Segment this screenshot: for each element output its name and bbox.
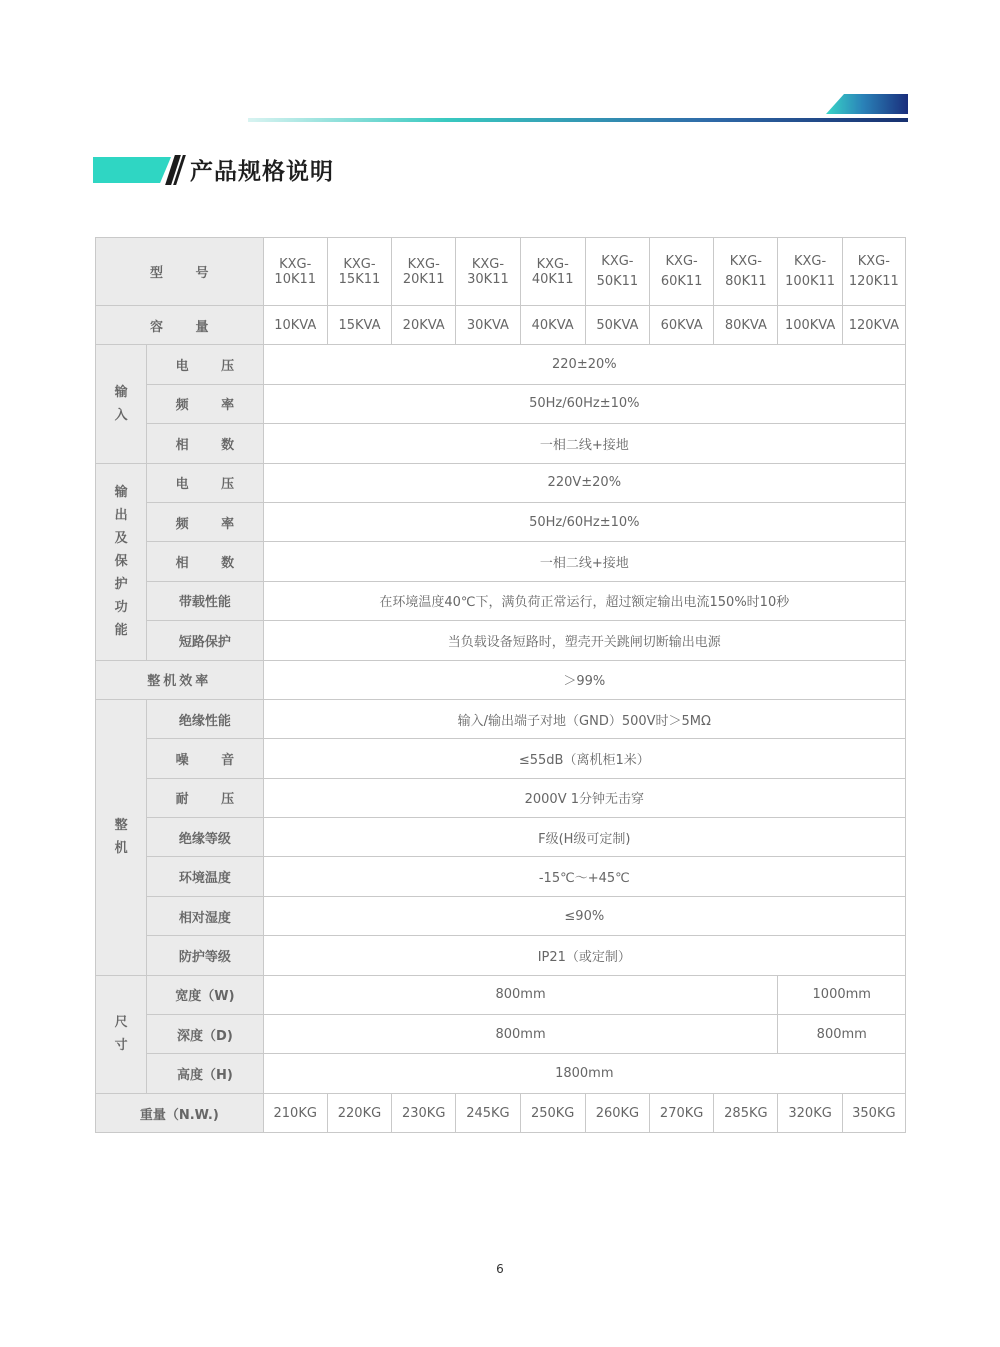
input-phase-row	[96, 424, 906, 463]
title-accent-bar	[93, 157, 171, 183]
output-phase-label: 相 数	[147, 542, 263, 581]
weight-cell: 285KG	[714, 1093, 778, 1132]
output-group-label: 输 出 及 保 护 功 能	[96, 463, 147, 660]
humidity-value: ≤90%	[263, 896, 905, 935]
weight-cell: 250KG	[520, 1093, 585, 1132]
output-load-label: 带载性能	[147, 581, 263, 620]
efficiency-label: 整机效率	[96, 660, 264, 699]
capacity-cell: 30KVA	[456, 306, 520, 345]
width-label: 宽度（W)	[147, 975, 263, 1014]
weight-cell: 260KG	[585, 1093, 649, 1132]
capacity-cell: 20KVA	[392, 306, 456, 345]
weight-cell: 230KG	[392, 1093, 456, 1132]
weight-label: 重量（N.W.)	[96, 1093, 264, 1132]
depth-value-a: 800mm	[263, 1015, 778, 1054]
input-voltage-row	[96, 345, 906, 384]
temperature-label: 环境温度	[147, 857, 263, 896]
weight-row	[96, 1093, 906, 1132]
size-group-label: 尺 寸	[96, 975, 147, 1093]
weight-cell: 210KG	[263, 1093, 327, 1132]
noise-label: 噪 音	[147, 739, 263, 778]
output-short-value: 当负载设备短路时，塑壳开关跳闸切断输出电源	[263, 621, 905, 660]
noise-row	[96, 739, 906, 778]
capacity-label: 容 量	[96, 306, 264, 345]
withstand-value: 2000V 1分钟无击穿	[263, 778, 905, 817]
model-label: 型 号	[96, 238, 264, 306]
humidity-row	[96, 896, 906, 935]
output-phase-value: 一相二线+接地	[263, 542, 905, 581]
withstand-row	[96, 778, 906, 817]
page-title: 产品规格说明	[190, 159, 334, 185]
efficiency-row	[96, 660, 906, 699]
input-frequency-value: 50Hz/60Hz±10%	[263, 384, 905, 423]
output-short-row	[96, 621, 906, 660]
output-voltage-row	[96, 463, 906, 502]
model-cell: KXG- 120K11	[842, 238, 905, 306]
output-load-value: 在环境温度40℃下，满负荷正常运行，超过额定输出电流150%时10秒	[263, 581, 905, 620]
model-cell: KXG-40K11	[520, 238, 585, 306]
page-number: 6	[496, 1262, 504, 1276]
output-load-row	[96, 581, 906, 620]
output-phase-row	[96, 542, 906, 581]
output-voltage-value: 220V±20%	[263, 463, 905, 502]
insulation-class-label: 绝缘等级	[147, 818, 263, 857]
protection-value: IP21（或定制）	[263, 936, 905, 975]
header-gradient-line	[248, 118, 908, 122]
model-cell: KXG- 80K11	[714, 238, 778, 306]
capacity-cell: 10KVA	[263, 306, 327, 345]
capacity-cell: 60KVA	[650, 306, 714, 345]
model-cell: KXG-20K11	[392, 238, 456, 306]
weight-cell: 350KG	[842, 1093, 905, 1132]
insulation-row	[96, 699, 906, 738]
output-short-label: 短路保护	[147, 621, 263, 660]
input-phase-label: 相 数	[147, 424, 263, 463]
weight-cell: 320KG	[778, 1093, 842, 1132]
width-value-a: 800mm	[263, 975, 778, 1014]
model-row	[96, 238, 906, 306]
weight-cell: 245KG	[456, 1093, 520, 1132]
width-value-b: 1000mm	[778, 975, 906, 1014]
protection-label: 防护等级	[147, 936, 263, 975]
capacity-cell: 80KVA	[714, 306, 778, 345]
insulation-class-value: F级(H级可定制)	[263, 818, 905, 857]
protection-row	[96, 936, 906, 975]
depth-label: 深度（D)	[147, 1015, 263, 1054]
model-cell: KXG- 60K11	[650, 238, 714, 306]
capacity-cell: 100KVA	[778, 306, 842, 345]
capacity-cell: 40KVA	[520, 306, 585, 345]
model-cell: KXG- 50K11	[585, 238, 649, 306]
weight-cell: 270KG	[650, 1093, 714, 1132]
insulation-label: 绝缘性能	[147, 699, 263, 738]
height-value: 1800mm	[263, 1054, 905, 1093]
capacity-cell: 120KVA	[842, 306, 905, 345]
depth-value-b: 800mm	[778, 1015, 906, 1054]
output-frequency-label: 频 率	[147, 502, 263, 541]
input-group-label: 输 入	[96, 345, 147, 463]
input-voltage-label: 电 压	[147, 345, 263, 384]
input-phase-value: 一相二线+接地	[263, 424, 905, 463]
model-cell: KXG- 100K11	[778, 238, 842, 306]
output-frequency-row	[96, 502, 906, 541]
input-frequency-label: 频 率	[147, 384, 263, 423]
model-cell: KXG-15K11	[327, 238, 391, 306]
depth-row	[96, 1015, 906, 1054]
insulation-value: 输入/输出端子对地（GND）500V时＞5MΩ	[263, 699, 905, 738]
height-row	[96, 1054, 906, 1093]
model-cell: KXG-30K11	[456, 238, 520, 306]
capacity-row	[96, 306, 906, 345]
efficiency-value: ＞99%	[263, 660, 905, 699]
temperature-row	[96, 857, 906, 896]
capacity-cell: 50KVA	[585, 306, 649, 345]
spec-table	[95, 237, 906, 1133]
machine-group-label: 整 机	[96, 699, 147, 975]
temperature-value: -15℃～+45℃	[263, 857, 905, 896]
model-cell: KXG-10K11	[263, 238, 327, 306]
width-row	[96, 975, 906, 1014]
height-label: 高度（H)	[147, 1054, 263, 1093]
capacity-cell: 15KVA	[327, 306, 391, 345]
output-voltage-label: 电 压	[147, 463, 263, 502]
insulation-class-row	[96, 818, 906, 857]
input-voltage-value: 220±20%	[263, 345, 905, 384]
noise-value: ≤55dB（离机柜1米）	[263, 739, 905, 778]
input-frequency-row	[96, 384, 906, 423]
weight-cell: 220KG	[327, 1093, 391, 1132]
header-gradient-block	[826, 94, 908, 114]
humidity-label: 相对湿度	[147, 896, 263, 935]
output-frequency-value: 50Hz/60Hz±10%	[263, 502, 905, 541]
withstand-label: 耐 压	[147, 778, 263, 817]
